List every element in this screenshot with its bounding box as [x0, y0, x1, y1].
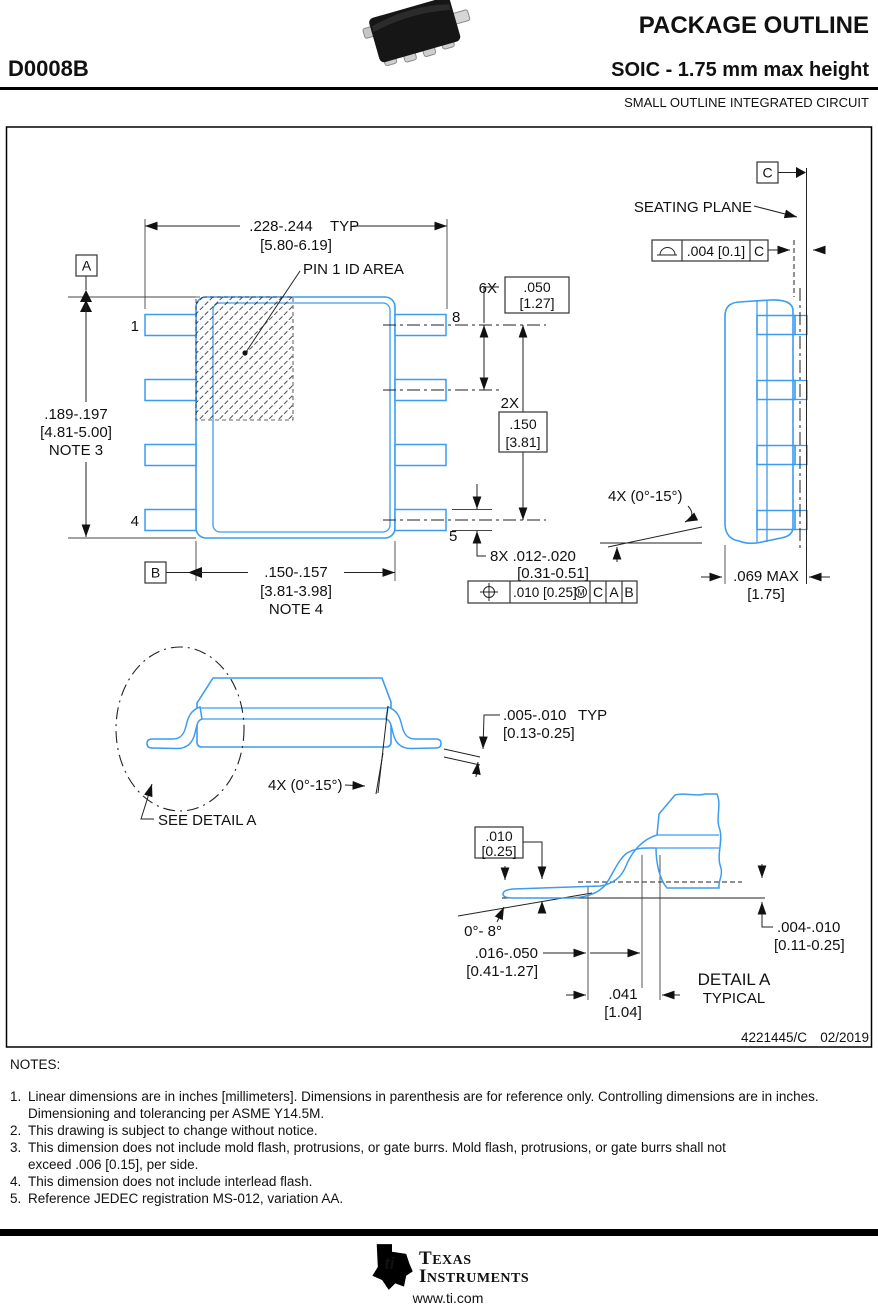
part-number: D0008B	[8, 56, 89, 81]
dim-length-in: .189-.197	[44, 406, 108, 423]
package-subtitle: SOIC - 1.75 mm max height	[611, 59, 869, 81]
flatness-datum: C	[753, 243, 765, 259]
note-line	[10, 1139, 870, 1156]
notes-section	[10, 1056, 870, 1207]
gauge-plane-mm: [0.25]	[481, 843, 517, 859]
flatness-feature-control-frame	[652, 240, 768, 261]
flatness-tolerance: .004 [0.1]	[686, 243, 746, 259]
drawing-border	[7, 127, 872, 1047]
note-number: 2.	[10, 1123, 22, 1138]
span-count: 2X	[500, 395, 519, 412]
lead-width-in: 8X .012-.020	[490, 548, 576, 565]
lead-tip-mm: [1.04]	[604, 1004, 642, 1021]
front-left-lead	[147, 707, 202, 749]
note-number: 5.	[10, 1191, 22, 1206]
note-number: 1.	[10, 1089, 22, 1104]
detail-a-subtitle: TYPICAL	[702, 990, 766, 1007]
footer-divider	[0, 1229, 878, 1236]
foot-length-in: .016-.050	[474, 945, 538, 962]
side-body-outline	[725, 300, 793, 543]
dim-length-note: NOTE 3	[48, 442, 104, 459]
note-text: Reference JEDEC registration MS-012, variation AA.	[28, 1191, 344, 1206]
brand-line-1: TEXAS	[419, 1248, 472, 1269]
note-number	[10, 1156, 28, 1173]
front-view	[116, 647, 607, 829]
lead-width-mm: [0.31-0.51]	[517, 565, 589, 582]
fcf-datum-1: C	[592, 584, 604, 600]
dim-height-mm: [1.75]	[747, 586, 785, 603]
mmc-modifier-letter: M	[577, 587, 585, 598]
pin-8-number: 8	[452, 309, 461, 326]
span-in: .150	[509, 416, 537, 432]
note-line	[10, 1122, 870, 1139]
ti-brand	[370, 1243, 529, 1291]
dim-width-mm: [5.80-6.19]	[260, 237, 332, 254]
gauge-plane-in: .010	[485, 828, 513, 844]
pin-4-number: 4	[130, 513, 139, 530]
right-pins	[395, 315, 446, 531]
note-text: This dimension does not include interlead flash.	[28, 1174, 313, 1189]
lead-thickness-in: .005-.010	[503, 707, 567, 724]
side-view	[600, 162, 830, 603]
foot-angle: 0°- 8°	[464, 923, 502, 940]
page-title: PACKAGE OUTLINE	[638, 12, 869, 39]
note-text: Dimensioning and tolerancing per ASME Y14.5M.	[28, 1106, 325, 1121]
fcf-datum-3: B	[624, 584, 634, 600]
datum-a-label: A	[81, 257, 92, 274]
pitch-count: 6X	[478, 280, 497, 297]
side-lead-angle: 4X (0°-15°)	[608, 488, 683, 505]
dim-body-width-note: NOTE 4	[268, 601, 324, 618]
note-text: exceed .006 [0.15], per side.	[28, 1157, 199, 1172]
note-text: This dimension does not include mold flash, protrusions, or gate burrs. Mold flash, protrusions, or gate burrs shall not	[28, 1140, 726, 1155]
dim-height-in: .069 MAX	[733, 568, 799, 585]
span-mm: [3.81]	[505, 434, 541, 450]
seating-plane-label: SEATING PLANE	[633, 199, 752, 216]
note-number: 4.	[10, 1174, 22, 1189]
lead-tip-in: .041	[608, 986, 638, 1003]
note-text: This drawing is subject to change without notice.	[28, 1123, 318, 1138]
datum-b-label: B	[150, 564, 161, 581]
note-line	[10, 1088, 870, 1105]
standoff-mm: [0.11-0.25]	[774, 937, 845, 954]
notes-heading: NOTES:	[10, 1057, 61, 1072]
detail-a-title: DETAIL A	[697, 970, 771, 989]
standoff-in: .004-.010	[777, 919, 841, 936]
datum-c-label: C	[762, 164, 773, 181]
package-category: SMALL OUTLINE INTEGRATED CIRCUIT	[624, 95, 869, 110]
pin1-id-area-label: PIN 1 ID AREA	[303, 261, 404, 278]
note-line	[10, 1156, 870, 1173]
pitch-in: .050	[523, 279, 551, 295]
front-lead-angle: 4X (0°-15°)	[268, 777, 343, 794]
detail-a-lead-outline	[503, 794, 721, 898]
note-line	[10, 1190, 870, 1207]
dim-body-width-mm: [3.81-3.98]	[260, 583, 332, 600]
dim-width-in: .228-.244	[249, 218, 313, 235]
note-number	[10, 1105, 28, 1122]
svg-text:ti: ti	[384, 1255, 395, 1274]
top-view	[40, 218, 637, 618]
position-feature-control-frame	[468, 581, 637, 603]
fcf-tolerance: .010 [0.25]	[513, 585, 577, 600]
pin1-id-hatch	[196, 297, 293, 420]
foot-length-mm: [0.41-1.27]	[466, 963, 538, 980]
front-body-outline	[197, 678, 391, 747]
dim-body-width-in: .150-.157	[264, 564, 328, 581]
drawing-number: 4221445/C	[740, 1030, 807, 1045]
drawing-date: 02/2019	[820, 1030, 869, 1045]
lead-thickness-mm: [0.13-0.25]	[503, 725, 575, 742]
dim-width-typ: TYP	[330, 218, 360, 235]
see-detail-a-label: SEE DETAIL A	[158, 812, 257, 829]
brand-line-2: INSTRUMENTS	[419, 1266, 530, 1287]
front-right-lead	[386, 707, 441, 749]
left-pins	[145, 315, 196, 531]
lead-thickness-typ: TYP	[578, 707, 608, 724]
pitch-mm: [1.27]	[519, 295, 555, 311]
pin-5-number: 5	[449, 528, 458, 545]
fcf-datum-2: A	[609, 584, 619, 600]
note-line	[10, 1105, 870, 1122]
note-line	[10, 1173, 870, 1190]
website-link[interactable]: www.ti.com	[412, 1290, 484, 1306]
pin-1-number: 1	[130, 318, 139, 335]
position-symbol-icon	[480, 583, 498, 601]
flatness-symbol-icon	[657, 248, 677, 256]
dim-length-mm: [4.81-5.00]	[40, 424, 112, 441]
note-text: Linear dimensions are in inches [millimeters]. Dimensions in parenthesis are for reference only. Controlling dimensions are in inches.	[28, 1089, 819, 1104]
detail-a-view	[458, 794, 845, 1021]
ti-logo-icon	[370, 1243, 414, 1291]
detail-a-circle	[116, 647, 244, 811]
note-number: 3.	[10, 1140, 22, 1155]
